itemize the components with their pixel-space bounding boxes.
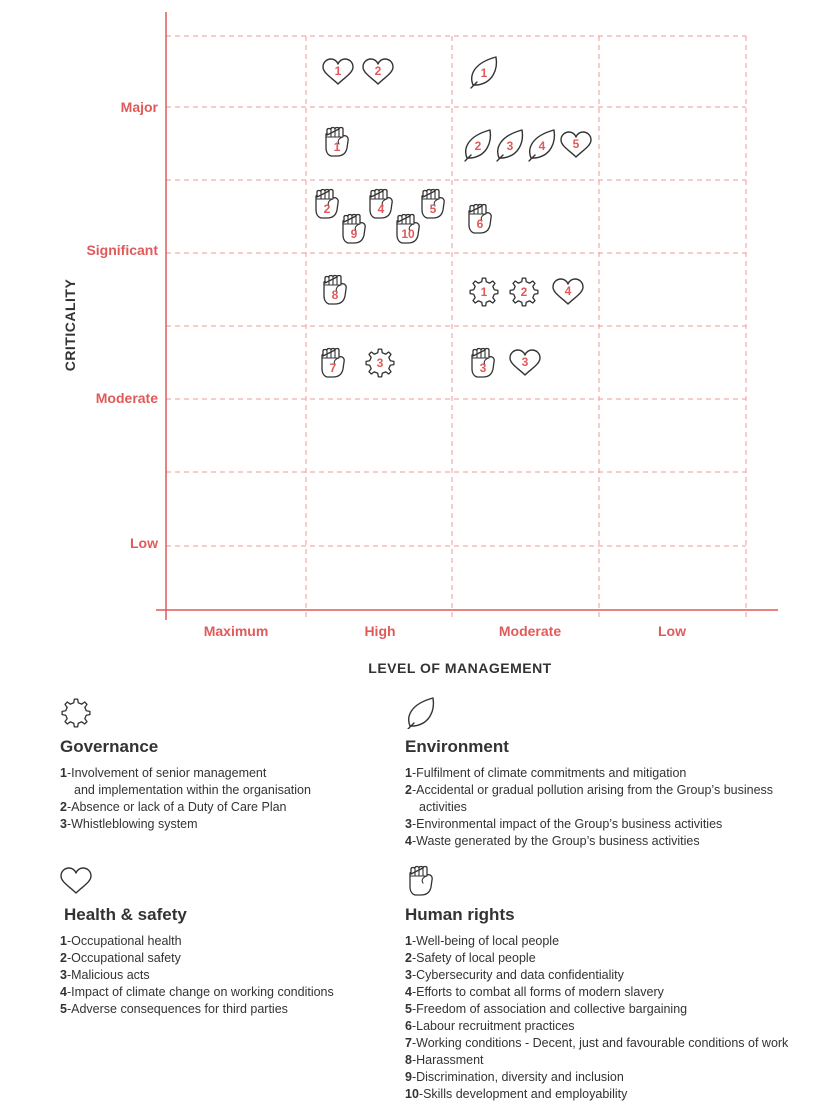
y-axis-labels [86,99,158,551]
legend-list [405,765,825,850]
legend-item [405,1001,825,1018]
fist-marker [324,276,346,305]
legend-title: Health & safety [64,905,187,924]
legend-item-number: 1 [60,766,67,780]
legend-item-text: -Accidental or gradual pollution arising from the Group’s business [411,783,774,797]
x-tick-label: Low [658,623,686,639]
legend-item-text: -Occupational health [66,934,182,948]
x-axis-title: LEVEL OF MANAGEMENT [368,660,552,676]
legend-item-text: -Occupational safety [66,951,181,965]
legend-title: Environment [405,737,509,756]
leaf-marker [471,57,496,88]
chart-axes [156,12,778,620]
legend-item-number: 3 [405,817,412,831]
heart-marker [323,59,353,84]
x-tick-label: Maximum [203,623,269,639]
heart-icon [60,865,92,897]
leaf-marker [497,130,522,161]
x-axis-labels [204,623,686,639]
marker-number: 5 [429,202,437,216]
heart-marker [363,59,393,84]
y-tick-label: Moderate [95,390,158,406]
legend-item-number: 3 [405,968,412,982]
legend-item [405,933,825,950]
marker-number: 3 [506,139,514,153]
legend-item-number: 5 [60,1002,67,1016]
x-tick-label: Moderate [498,623,562,639]
legend-item-text: -Waste generated by the Group’s business activities [411,834,700,848]
y-tick-label: Significant [86,242,158,258]
legend-item-text: -Skills development and employability [418,1087,628,1101]
legend-item [405,1035,825,1052]
legend-item-text: -Malicious acts [66,968,150,982]
legend-item-text: -Freedom of association and collective bargaining [411,1002,688,1016]
legend-item [405,1018,825,1035]
legend-item [405,833,825,850]
legend-item-text: -Fulfilment of climate commitments and mitigation [411,766,687,780]
legend-item-text: and implementation within the organisation [74,783,311,797]
heart-marker [561,132,591,157]
legend-title: Governance [60,737,159,756]
marker-number: 9 [350,227,358,241]
legend-item-number: 3 [60,817,67,831]
y-axis-title: CRITICALITY [62,278,78,372]
legend-item-number: 1 [405,934,412,948]
leaf-marker [529,130,554,161]
legend-item-text: -Impact of climate change on working conditions [66,985,334,999]
legend-item-text: activities [419,800,467,814]
legend-item-text: -Discrimination, diversity and inclusion [411,1070,624,1084]
legend-item [405,1069,825,1086]
marker-number: 4 [377,202,385,216]
legend-item-number: 7 [405,1036,412,1050]
marker-number: 4 [564,284,572,298]
gear-marker [366,349,394,377]
fist-marker [370,190,392,219]
marker-number: 2 [520,285,528,299]
legend-item-text: -Absence or lack of a Duty of Care Plan [66,800,287,814]
legend-item-number: 9 [405,1070,412,1084]
marker-number: 2 [323,202,331,216]
marker-number: 3 [376,356,384,370]
legend-item-number: 10 [405,1087,419,1101]
legend-human-rights [405,865,825,1103]
legend-item-text: -Labour recruitment practices [411,1019,575,1033]
leaf-marker [465,130,490,161]
legend-title: Human rights [405,905,515,924]
legend-item [405,1086,825,1103]
legend-item-number: 4 [405,985,412,999]
legend-item-number: 5 [405,1002,412,1016]
legend-item [405,967,825,984]
legend-item-number: 6 [405,1019,412,1033]
legend-item-text: -Safety of local people [411,951,536,965]
marker-number: 4 [538,139,546,153]
legend-item [405,950,825,967]
heart-marker [553,279,583,304]
fist-marker [343,215,365,244]
legend-item-text: -Whistleblowing system [66,817,198,831]
fist-marker [326,128,348,157]
y-tick-label: Low [130,535,158,551]
gear-marker [510,278,538,306]
legend-item-number: 2 [60,951,67,965]
marker-number: 3 [521,355,529,369]
marker-number: 1 [480,285,488,299]
legend-item-text: -Well-being of local people [411,934,560,948]
legend-item-number: 8 [405,1053,412,1067]
legend-item [405,765,825,782]
legend-item-number: 2 [405,783,412,797]
legend-item-number: 1 [60,934,67,948]
legend-item-text: -Harassment [411,1053,484,1067]
chart-markers [316,57,591,377]
legend-item-text: -Environmental impact of the Group’s business activities [411,817,723,831]
marker-number: 8 [331,288,339,302]
legend-item-number: 3 [60,968,67,982]
legend-item-text: -Efforts to combat all forms of modern slavery [411,985,664,999]
marker-number: 6 [476,217,484,231]
marker-number: 7 [329,361,337,375]
legend-item [405,799,825,816]
legend-item [405,984,825,1001]
fist-marker [469,205,491,234]
gear-marker [470,278,498,306]
legend-item-number: 2 [60,800,67,814]
legend-item [405,782,825,799]
legend-item-text: -Involvement of senior management [66,766,267,780]
fist-marker [472,349,494,378]
legend-item-number: 1 [405,766,412,780]
x-tick-label: High [364,623,396,639]
legend-item-text: -Cybersecurity and data confidentiality [411,968,624,982]
legend-item-number: 4 [405,834,412,848]
marker-number: 3 [479,361,487,375]
legend-item-text: -Working conditions - Decent, just and favourable conditions of work [411,1036,789,1050]
chart-grid [166,36,746,618]
marker-number: 2 [374,64,382,78]
legend-environment [405,697,825,850]
y-tick-label: Major [120,99,158,115]
marker-number: 1 [480,66,488,80]
fist-marker [322,349,344,378]
marker-number: 1 [333,140,341,154]
legend-item-number: 4 [60,985,67,999]
marker-number: 10 [401,227,415,241]
fist-marker [316,190,338,219]
marker-number: 1 [334,64,342,78]
fist-icon [405,865,437,897]
leaf-icon [405,697,437,729]
legend-item [405,816,825,833]
legend-item-number: 2 [405,951,412,965]
legend-item-text: -Adverse consequences for third parties [66,1002,288,1016]
heart-marker [510,350,540,375]
marker-number: 2 [474,139,482,153]
fist-marker [397,215,419,244]
gear-icon [60,697,92,729]
marker-number: 5 [572,137,580,151]
legend-list [405,933,825,1103]
legend-item [405,1052,825,1069]
fist-marker [422,190,444,219]
